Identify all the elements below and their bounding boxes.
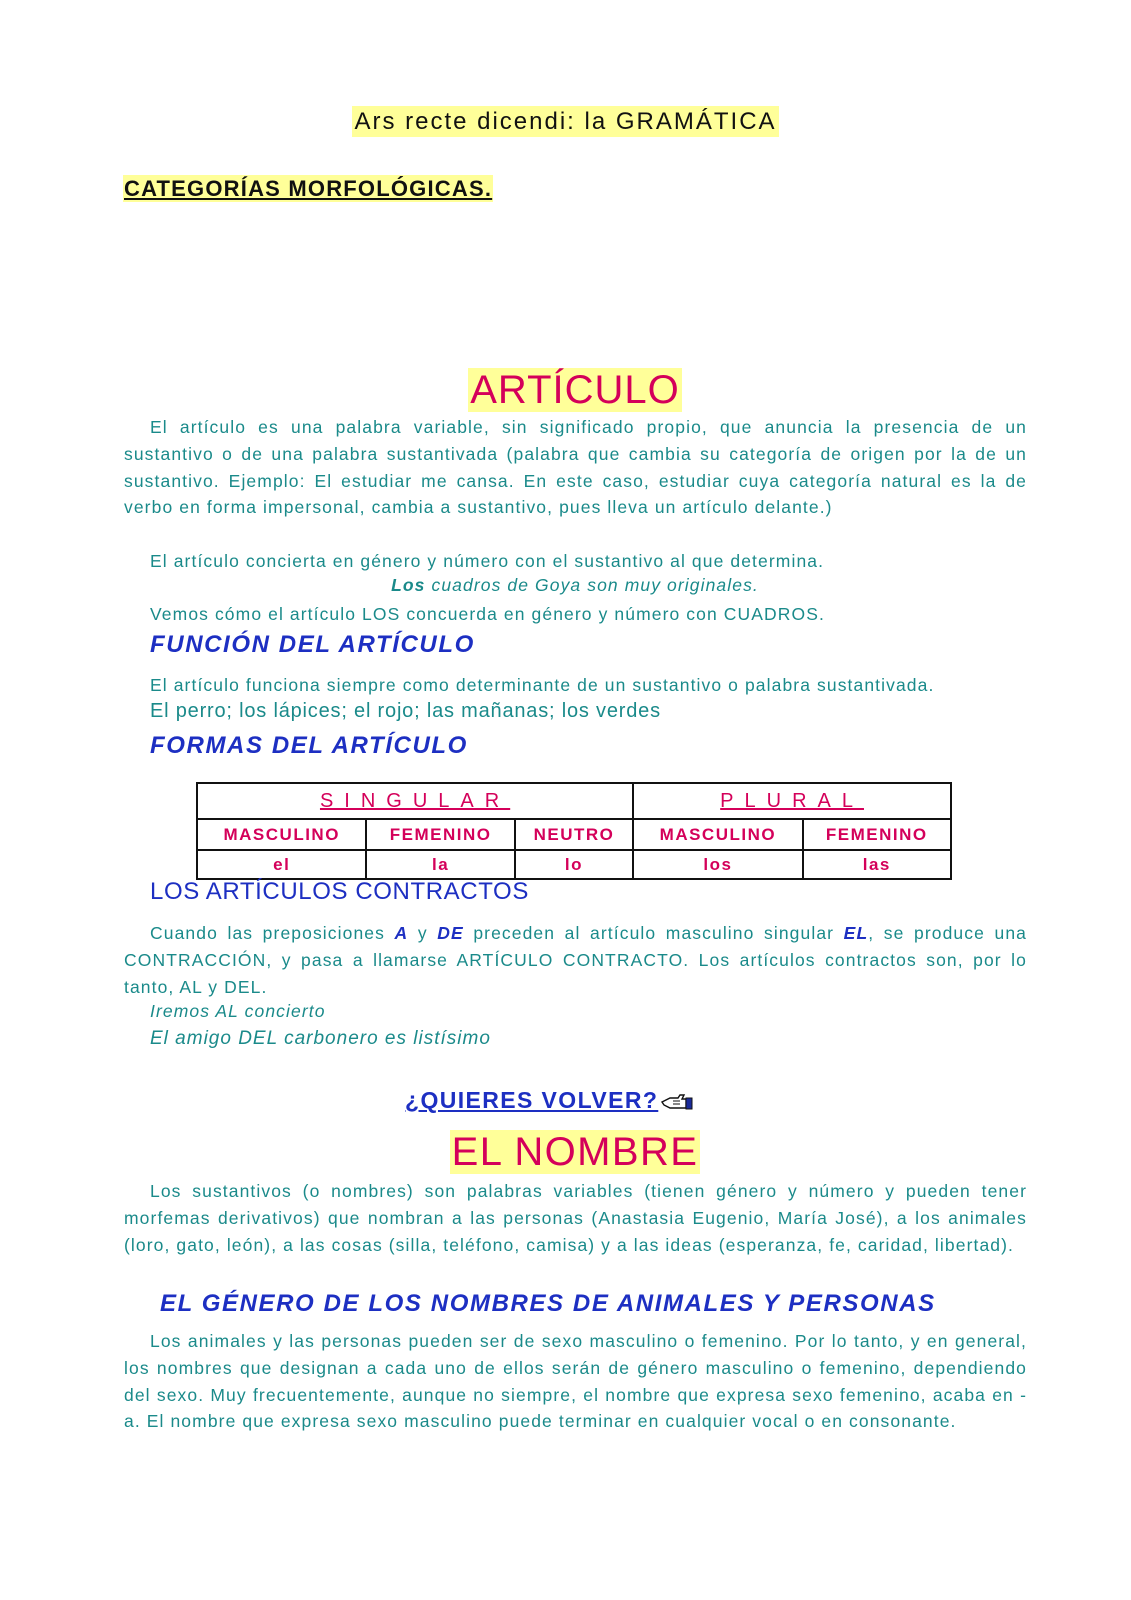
formas-heading: FORMAS DEL ARTÍCULO <box>150 732 468 759</box>
table-header-cell: MASCULINO <box>197 819 366 850</box>
table-header-cell: FEMENINO <box>803 819 951 850</box>
table-row <box>197 819 951 850</box>
contractos-heading: LOS ARTÍCULOS CONTRACTOS <box>150 878 529 905</box>
funcion-heading: FUNCIÓN DEL ARTÍCULO <box>150 631 475 658</box>
funcion-text: El artículo funciona siempre como determinante de un sustantivo o palabra sustantivada. <box>150 675 935 695</box>
section-subtitle: CATEGORÍAS MORFOLÓGICAS. <box>124 176 493 201</box>
contractos-example-1: Iremos AL concierto <box>150 1001 326 1021</box>
table-header-cell: NEUTRO <box>515 819 633 850</box>
contractos-y: y <box>408 923 438 943</box>
volver-container <box>405 1087 694 1117</box>
articulo-intro: El artículo es una palabra variable, sin significado propio, que anuncia la presencia de un sustantivo o de una palabra sustantivada (palabra que cambia su categoría de origen por la de un sustantivo. Ejemplo: El estudiar me cansa. En este caso, estudiar cuya categoría natural es la de verbo en forma impersonal, cambia a sustantivo, pues lleva un artículo delante.) <box>124 417 1027 518</box>
table-row <box>197 850 951 879</box>
table-cell: las <box>803 850 951 879</box>
articulo-vemos: Vemos cómo el artículo LOS concuerda en género y número con CUADROS. <box>150 604 825 624</box>
table-row <box>197 783 951 819</box>
plural-header: PLURAL <box>633 783 951 819</box>
genero-heading: EL GÉNERO DE LOS NOMBRES DE ANIMALES Y PERSONAS <box>160 1290 936 1317</box>
prep-a: A <box>394 923 409 943</box>
pointing-hand-icon[interactable] <box>660 1090 694 1117</box>
table-cell: la <box>366 850 514 879</box>
table-header-cell: FEMENINO <box>366 819 514 850</box>
contractos-text <box>124 920 1027 1000</box>
document-title: Ars recte dicendi: la GRAMÁTICA <box>354 108 777 135</box>
article-el: EL <box>843 923 869 943</box>
contractos-part3: , se produce una CONTRACCIÓN, y pasa a llamarse ARTÍCULO CONTRACTO. Los artículos contractos son, por lo tanto, AL y DEL. <box>124 923 1027 997</box>
articulo-example <box>0 575 1131 596</box>
table-cell: el <box>197 850 366 879</box>
prep-de: DE <box>437 923 464 943</box>
genero-text: Los animales y las personas pueden ser de sexo masculino o femenino. Por lo tanto, y en general, los nombres que designan a cada uno de ellos serán de género masculino o femenino, dependiendo del sexo. Muy frecuentemente, aunque no siempre, el nombre que expresa sexo femenino, acaba en -a. El nombre que expresa sexo masculino puede terminar en cualquier vocal o en consonante. <box>124 1331 1027 1432</box>
nombre-heading: EL NOMBRE <box>451 1130 699 1174</box>
funcion-examples: El perro; los lápices; el rojo; las mañanas; los verdes <box>150 700 661 722</box>
formas-table <box>196 782 952 880</box>
volver-link[interactable]: ¿QUIERES VOLVER? <box>405 1087 659 1113</box>
contractos-example-2: El amigo DEL carbonero es listísimo <box>150 1028 491 1049</box>
contractos-part1: Cuando las preposiciones <box>150 923 395 943</box>
example-rest: cuadros de Goya son muy originales. <box>425 575 759 595</box>
table-cell: los <box>633 850 802 879</box>
articulo-concordancia: El artículo concierta en género y número con el sustantivo al que determina. <box>150 551 825 571</box>
nombre-intro: Los sustantivos (o nombres) son palabras variables (tienen género y número y pueden tener morfemas derivativos) que nombran a las personas (Anastasia Eugenio, María José), a los animales (loro, gato, león), a las cosas (silla, teléfono, camisa) y a las ideas (esperanza, fe, caridad, libertad). <box>124 1181 1027 1255</box>
table-cell: lo <box>515 850 633 879</box>
table-header-cell: MASCULINO <box>633 819 802 850</box>
example-bold-article: Los <box>391 575 426 595</box>
articulo-heading: ARTÍCULO <box>470 368 680 412</box>
contractos-part2: preceden al artículo masculino singular <box>463 923 844 943</box>
singular-header: SINGULAR <box>197 783 633 819</box>
